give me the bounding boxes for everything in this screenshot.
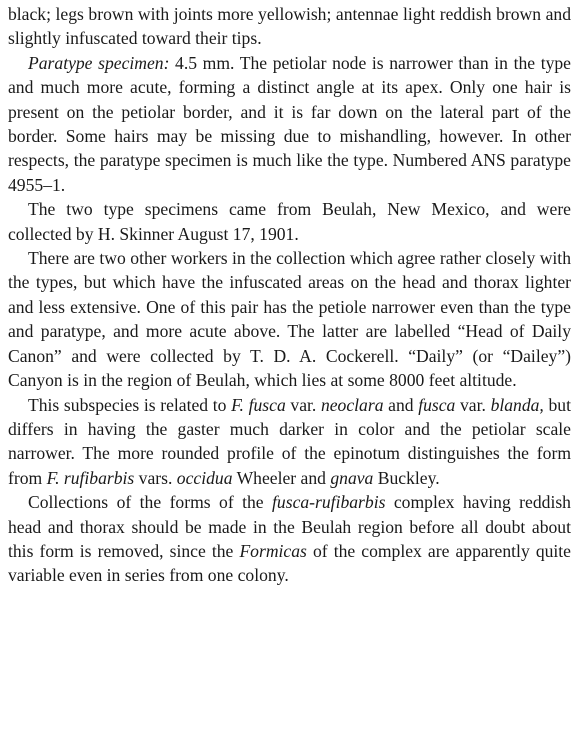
text-segment: but differs in having the gaster much darker in color and the petiolar scale narrower. The more rounded profile of the epinotum distinguishes the form from [8,394,571,488]
text-segment: var. [285,394,321,415]
document-page [8,2,571,588]
italic-text-segment: Paratype specimen: [28,52,170,73]
text-segment: This subspecies is related to [28,394,232,415]
text-segment: var. [455,394,491,415]
text-segment: Wheeler and [232,467,331,488]
italic-text-segment: neoclara [320,394,384,415]
paragraph-relations [8,393,571,491]
text-segment: Buckley. [373,467,440,488]
italic-text-segment: occidua [176,467,233,488]
italic-text-segment: fusca [418,394,456,415]
italic-text-segment: fusca-rufibarbis [272,492,386,513]
paragraph-collections [8,490,571,588]
text-segment: Collections of the forms of the [28,492,273,513]
italic-text-segment: blanda, [490,394,544,415]
text-segment: complex having reddish head and thorax should be made in the Beulah region before all doubt about this form is removed, since the [8,492,571,561]
text-segment: black; legs brown with joints more yellowish; antennae light reddish brown and slightly infuscated toward their tips. [8,4,571,49]
italic-text-segment: Formicas [239,540,307,561]
paragraph-paratype [8,51,571,197]
text-segment: 4.5 mm. The petiolar node is narrower than in the type and much more acute, forming a distinct angle at its apex. Only one hair is present on the petiolar border, and it is far down on the lateral part of the border. Some hairs may be missing due to mishandling, however. In other respects, the paratype specimen is much like the type. Numbered ANS paratype 4955–1. [8,52,571,195]
text-segment: The two type specimens came from Beulah, New Mexico, and were collected by H. Skinner August 17, 1901. [8,199,571,244]
text-segment: There are two other workers in the collection which agree rather closely with the types, but which have the infuscated areas on the head and thorax lighter and less extensive. One of this pair has the petiole narrower even than the type and paratype, and more acute above. The latter are labelled “Head of Daily Canon” and were collected by T. D. A. Cockerell. “Daily” (or “Dailey”) Canyon is in the region of Beulah, which lies at some 8000 feet altitude. [8,248,571,391]
text-segment: vars. [134,467,177,488]
paragraph-other-workers [8,246,571,392]
text-segment: of the complex are apparently quite variable even in series from one colony. [8,540,571,586]
italic-text-segment: F. fusca [231,394,286,415]
paragraph-coloration [8,2,571,51]
text-segment: and [383,394,419,415]
italic-text-segment: F. rufibarbis [46,467,135,488]
paragraph-type-locality [8,197,571,246]
italic-text-segment: gnava [330,467,374,488]
